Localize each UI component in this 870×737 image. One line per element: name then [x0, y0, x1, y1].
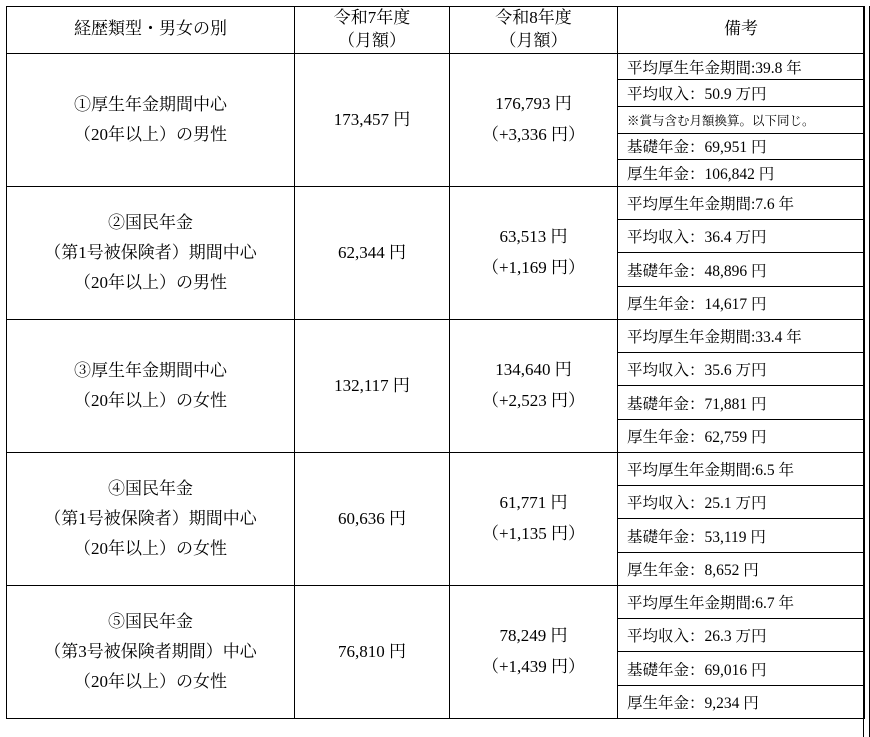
amount-r7-line: 132,117 円 [334, 375, 410, 395]
column-header-r8 [450, 7, 618, 54]
amount-r8-cell [450, 319, 618, 452]
notes-cell [618, 585, 865, 718]
amount-r7-line: 173,457 円 [333, 109, 411, 129]
amount-r8-line: （+1,439 円） [481, 656, 586, 676]
amount-r8-cell [450, 452, 618, 585]
amount-r8-line: （+2,523 円） [481, 390, 586, 410]
column-header-r7 [295, 7, 450, 54]
amount-r8-line: 61,771 円 [499, 493, 568, 513]
career-type-line: （第1号被保険者）期間中心 [44, 243, 257, 262]
amount-r7-cell [295, 452, 450, 585]
note-line: 平均収入：50.9 万円 [618, 80, 864, 107]
career-type-line: （20年以上）の女性 [74, 390, 227, 410]
amount-r7-cell [295, 53, 450, 186]
notes-list [618, 453, 864, 585]
career-type-line: （第3号被保険者期間）中心 [44, 642, 257, 661]
notes-list [618, 586, 864, 718]
note-line: 基礎年金：53,119 円 [618, 519, 864, 552]
note-line: 平均厚生年金期間:33.4 年 [618, 320, 864, 353]
column-header-line: 備考 [724, 19, 758, 39]
table-header-row [7, 7, 865, 54]
note-line: 平均収入：36.4 万円 [618, 220, 864, 253]
column-header-line: 令和8年度 [495, 8, 572, 27]
amount-r7-line: 60,636 円 [338, 508, 406, 528]
table-row [7, 53, 865, 186]
career-type-line: ④国民年金 [108, 479, 193, 499]
amount-r8-cell [450, 186, 618, 319]
column-header-type [7, 7, 295, 54]
amount-r8-line: （+1,135 円） [481, 523, 586, 543]
amount-r8-line: 63,513 円 [499, 227, 568, 247]
amount-r7-line: 62,344 円 [338, 242, 406, 262]
table-row [7, 319, 865, 452]
table-body [7, 53, 865, 718]
notes-list [618, 320, 864, 452]
amount-r8-cell [450, 585, 618, 718]
table-row [7, 186, 865, 319]
amount-r8-line: 176,793 円 [495, 94, 572, 114]
pension-comparison-table [6, 6, 865, 719]
career-type-cell [7, 319, 295, 452]
note-line: 平均厚生年金期間:7.6 年 [618, 187, 864, 220]
amount-r7-line: 76,810 円 [338, 641, 406, 661]
career-type-line: （20年以上）の男性 [74, 124, 227, 144]
note-line: 厚生年金：14,617 円 [627, 295, 767, 313]
amount-r8-cell [450, 53, 618, 186]
career-type-cell [7, 452, 295, 585]
note-line: 平均厚生年金期間:39.8 年 [618, 54, 864, 81]
note-line: 厚生年金：62,759 円 [627, 428, 767, 446]
amount-r8-line: 134,640 円 [495, 360, 572, 380]
career-type-cell [7, 186, 295, 319]
note-line: 平均収入：25.1 万円 [618, 486, 864, 519]
note-line: 基礎年金：69,951 円 [618, 134, 864, 161]
document-page [0, 6, 870, 737]
note-line: 平均厚生年金期間:6.5 年 [618, 453, 864, 486]
note-line: 平均収入：26.3 万円 [618, 619, 864, 652]
notes-cell [618, 452, 865, 585]
career-type-line: （20年以上）の女性 [74, 538, 227, 558]
note-line: 厚生年金：8,652 円 [627, 561, 759, 579]
note-line: ※賞与含む月額換算。以下同じ。 [618, 107, 864, 134]
note-line: 基礎年金：71,881 円 [618, 386, 864, 419]
column-header-line: （月額） [499, 30, 568, 50]
career-type-line: ②国民年金 [108, 213, 193, 233]
note-line: 平均厚生年金期間:6.7 年 [618, 586, 864, 619]
notes-cell [618, 319, 865, 452]
career-type-cell [7, 53, 295, 186]
notes-list [618, 187, 864, 319]
amount-r8-line: 78,249 円 [499, 626, 568, 646]
column-header-line: 令和7年度 [333, 8, 411, 27]
page-edge-rule-inner [863, 6, 864, 737]
career-type-line: ③厚生年金期間中心 [74, 361, 227, 381]
career-type-line: （第1号被保険者）期間中心 [44, 509, 257, 528]
column-header-notes [618, 7, 865, 54]
note-line: 平均収入：35.6 万円 [618, 353, 864, 386]
column-header-line: 経歴類型・男女の別 [74, 19, 227, 39]
notes-list [618, 54, 864, 186]
amount-r7-cell [295, 585, 450, 718]
column-header-line: （月額） [338, 30, 406, 50]
amount-r7-cell [295, 319, 450, 452]
table-row [7, 585, 865, 718]
career-type-line: ⑤国民年金 [108, 612, 193, 632]
amount-r8-line: （+3,336 円） [481, 124, 586, 144]
amount-r8-line: （+1,169 円） [481, 257, 586, 277]
notes-cell [618, 186, 865, 319]
table-header [7, 7, 865, 54]
career-type-line: （20年以上）の男性 [74, 272, 227, 292]
table-row [7, 452, 865, 585]
note-line: 厚生年金：9,234 円 [627, 694, 759, 712]
career-type-line: （20年以上）の女性 [74, 671, 227, 691]
career-type-line: ①厚生年金期間中心 [74, 95, 227, 115]
career-type-cell [7, 585, 295, 718]
note-line: 基礎年金：48,896 円 [618, 253, 864, 286]
note-line: 厚生年金：106,842 円 [627, 166, 775, 184]
note-line: 基礎年金：69,016 円 [618, 652, 864, 685]
notes-cell [618, 53, 865, 186]
amount-r7-cell [295, 186, 450, 319]
